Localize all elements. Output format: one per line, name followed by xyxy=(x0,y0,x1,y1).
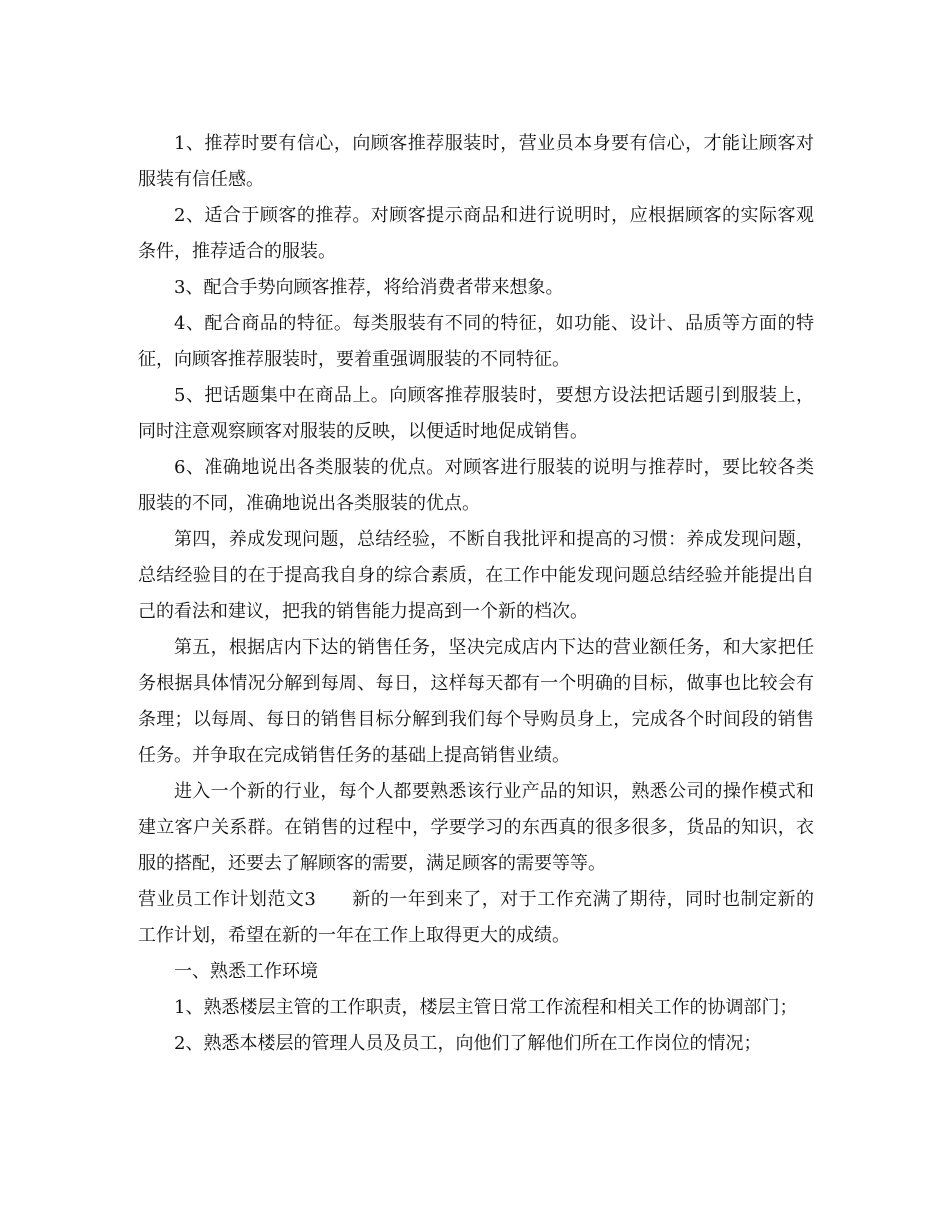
paragraph-6: 6、准确地说出各类服装的优点。对顾客进行服装的说明与推荐时，要比较各类服装的不同，准确地说出各类服装的优点。 xyxy=(138,457,814,514)
paragraph-2: 2、适合于顾客的推荐。对顾客提示商品和进行说明时，应根据顾客的实际客观条件，推荐适合的服装。 xyxy=(138,205,814,262)
section-3-item-2: 2、熟悉本楼层的管理人员及员工，向他们了解他们所在工作岗位的情况； xyxy=(174,1033,762,1054)
paragraph-5: 5、把话题集中在商品上。向顾客推荐服装时，要想方设法把话题引到服装上，同时注意观察顾客对服装的反映，以便适时地促成销售。 xyxy=(138,385,814,442)
section-3-heading: 营业员工作计划范文3 xyxy=(138,889,316,910)
section-3-paragraph xyxy=(138,882,814,954)
document-body xyxy=(138,126,814,1062)
paragraph-7: 第四，养成发现问题，总结经验，不断自我批评和提高的习惯：养成发现问题，总结经验目的在于提高我自身的综合素质，在工作中能发现问题总结经验并能提出自己的看法和建议，把我的销售能力提高到一个新的档次。 xyxy=(138,529,814,622)
paragraph-4: 4、配合商品的特征。每类服装有不同的特征，如功能、设计、品质等方面的特征，向顾客推荐服装时，要着重强调服装的不同特征。 xyxy=(138,313,814,370)
section-3-item-1: 1、熟悉楼层主管的工作职责，楼层主管日常工作流程和相关工作的协调部门； xyxy=(174,997,798,1018)
paragraph-8: 第五，根据店内下达的销售任务，坚决完成店内下达的营业额任务，和大家把任务根据具体情况分解到每周、每日，这样每天都有一个明确的目标，做事也比较会有条理；以每周、每日的销售目标分解到我们每个导购员身上，完成各个时间段的销售任务。并争取在完成销售任务的基础上提高销售业绩。 xyxy=(138,637,814,766)
paragraph-3: 3、配合手势向顾客推荐，将给消费者带来想象。 xyxy=(174,277,564,298)
section-3-intro: 新的一年到来了，对于工作充满了期待，同时也制定新的工作计划，希望在新的一年在工作上取得更大的成绩。 xyxy=(138,889,815,946)
paragraph-9: 进入一个新的行业，每个人都要熟悉该行业产品的知识，熟悉公司的操作模式和建立客户关系群。在销售的过程中，学要学习的东西真的很多很多，货品的知识，衣服的搭配，还要去了解顾客的需要，满足顾客的需要等等。 xyxy=(138,781,814,874)
paragraph-1: 1、推荐时要有信心，向顾客推荐服装时，营业员本身要有信心，才能让顾客对服装有信任感。 xyxy=(138,133,814,190)
section-3-subheading: 一、熟悉工作环境 xyxy=(174,961,318,982)
